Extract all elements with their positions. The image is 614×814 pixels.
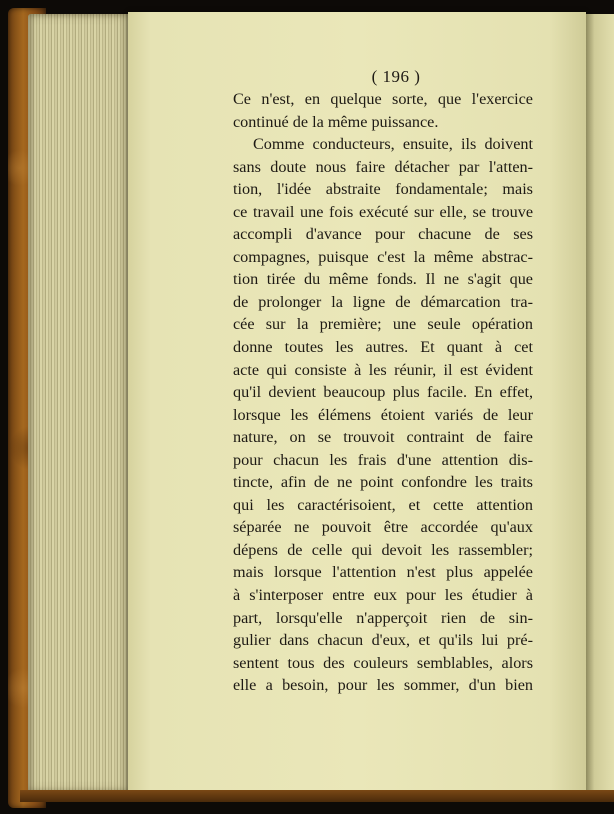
text-line: tincte, afin de ne point confondre les traits xyxy=(233,473,533,492)
text-line: Comme conducteurs, ensuite, ils doivent xyxy=(253,135,533,154)
text-line: lorsque les élémens étoient variés de leur xyxy=(233,405,533,424)
bottom-cover-edge xyxy=(20,790,614,802)
text-line: continué de la même puissance. xyxy=(233,112,439,131)
text-line: gulier dans chacun d'eux, et qu'ils lui pré- xyxy=(233,631,533,650)
text-line: tion, l'idée abstraite fondamentale; mais xyxy=(233,180,533,199)
text-line: donne toutes les autres. Et quant à cet xyxy=(233,338,533,357)
text-line: à s'interposer entre eux pour les étudier à xyxy=(233,586,533,605)
text-line: accompli d'avance pour chacune de ses xyxy=(233,225,533,244)
page-edges xyxy=(28,14,132,792)
text-line: acte qui consiste à les réunir, il est évident xyxy=(233,360,533,379)
text-line: mais lorsque l'attention n'est plus appelée xyxy=(233,563,533,582)
text-line: ce travail une fois exécuté sur elle, se trouve xyxy=(233,202,533,221)
page-number: ( 196 ) xyxy=(371,67,421,86)
text-line: tion tirée du même fonds. Il ne s'agit que xyxy=(233,270,533,289)
text-line: part, lorsqu'elle n'apperçoit rien de sin- xyxy=(233,608,533,627)
text-line: qu'il devient beaucoup plus facile. En effet, xyxy=(233,383,533,402)
facing-page-edge xyxy=(586,14,614,796)
text-lines xyxy=(233,88,533,697)
text-line: sans doute nous faire détacher par l'atten- xyxy=(233,157,533,176)
text-line: nature, on se trouvoit contraint de faire xyxy=(233,428,533,447)
text-line: sentent tous des couleurs semblables, alors xyxy=(233,653,533,672)
text-line: elle a besoin, pour les sommer, d'un bien xyxy=(233,676,533,695)
text-line: séparée ne pouvoit être accordée qu'aux xyxy=(233,518,533,537)
text-line: qui les caractérisoient, et cette attention xyxy=(233,495,533,514)
text-line: pour chacun les frais d'une attention dis- xyxy=(233,450,533,469)
text-line: Ce n'est, en quelque sorte, que l'exercice xyxy=(233,90,533,108)
text-line: compagnes, puisque c'est la même abstrac- xyxy=(233,247,533,266)
page-text xyxy=(233,66,533,697)
text-line: de prolonger la ligne de démarcation tra- xyxy=(233,292,533,311)
text-line: cée sur la première; une seule opération xyxy=(233,315,533,334)
text-line: dépens de celle qui devoit les rassembler; xyxy=(233,540,533,559)
